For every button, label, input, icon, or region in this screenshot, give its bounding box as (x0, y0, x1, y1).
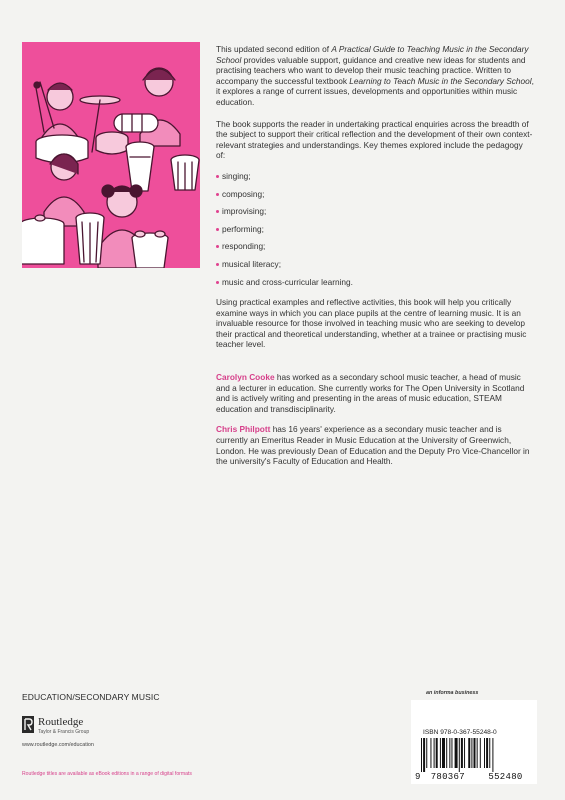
themes-paragraph: The book supports the reader in undertaking practical enquiries across the breadth of the subject to support their critical reflection and the development of their own context-relevant strategies and understandings. Key themes explored include the pedagogy of: (216, 118, 533, 161)
barcode-bar (436, 738, 438, 768)
barcode-digit-group: 780367 (430, 772, 465, 782)
bullet-dot-icon (216, 210, 219, 213)
author-bio-text: has 16 years' experience as a secondary music teacher and is currently an Emeritus Reader in Music Education at the University of Greenwich, London. He was previously Dean of Education and the Deputy Pro Vice-Chancellor in the university's Faculty of Education and Health. (216, 424, 530, 467)
barcode-bar (426, 738, 427, 768)
author-bio (216, 424, 534, 466)
barcode-icon (421, 738, 527, 772)
bullet-dot-icon (216, 175, 219, 178)
bullet-dot-icon (216, 263, 219, 266)
barcode-bar (486, 738, 488, 768)
author-name: Carolyn Cooke (216, 372, 275, 383)
intro-text-2: provides valuable support, guidance and creative new ideas for students and practising teachers who want to develop their music teaching practice. Written to accompany the successful textbook (216, 54, 526, 86)
barcode-bar (471, 738, 472, 768)
barcode-digit-group: 9 (415, 772, 421, 782)
children-drumming-illustration-icon (22, 42, 200, 268)
intro-title-italic: A Practical Guide to Teaching Music in the Secondary School (216, 44, 529, 65)
author-name: Chris Philpott (216, 424, 271, 435)
author-bio (216, 372, 534, 414)
barcode-bar (480, 738, 481, 768)
intro-text-1: This updated second edition of (216, 44, 332, 54)
companion-title-italic: Learning to Teach Music in the Secondary School (349, 75, 532, 86)
list-item: composing; (216, 189, 534, 200)
barcode-bar (455, 738, 458, 768)
informa-tagline: an informa business (426, 690, 479, 696)
list-item: singing; (216, 171, 534, 182)
subject-category: EDUCATION/SECONDARY MUSIC (22, 692, 160, 702)
themes-list (216, 171, 534, 287)
isbn: ISBN 978-0-367-55248-0 (423, 729, 497, 736)
description-column (216, 44, 534, 477)
barcode-bar (446, 738, 447, 768)
barcode-panel (411, 700, 537, 784)
barcode-bar (451, 738, 452, 768)
cover-illustration (22, 42, 200, 268)
barcode-bar (474, 738, 476, 768)
barcode-bar (421, 738, 422, 772)
author-bio-text: has worked as a secondary school music teacher, a head of music and a lecturer in education. She currently works for The Open University in Scotland and is actively writing and presenting in the areas of music education, STEAM education and transdisciplinarity. (216, 372, 525, 414)
list-item: improvising; (216, 206, 534, 217)
barcode-bar (489, 738, 490, 768)
author-bios (216, 372, 534, 467)
barcode-bar (464, 738, 465, 768)
publisher-group: Taylor & Francis Group (38, 729, 90, 735)
barcode-bar (477, 738, 478, 768)
list-item: performing; (216, 224, 534, 235)
practical-paragraph: Using practical examples and reflective activities, this book will help you critically examine ways in which you can place pupils at the centre of learning music. It is an invaluable resource for those involved in teaching music who are seeking to develop their practical and theoretical understanding, whether at a trainee or practising music teacher level. (216, 297, 527, 350)
bullet-dot-icon (216, 281, 219, 284)
bullet-dot-icon (216, 245, 219, 248)
barcode-bar (423, 738, 425, 772)
barcode-digit-group: 552480 (488, 772, 523, 782)
publisher-name: Routledge (38, 716, 84, 728)
barcode-bar (440, 738, 441, 768)
barcode-bar (461, 738, 463, 768)
barcode-bar (442, 738, 445, 768)
barcode-bar (492, 738, 493, 772)
list-item: music and cross-curricular learning. (216, 277, 534, 288)
list-item: responding; (216, 241, 534, 252)
barcode-bar (468, 738, 470, 768)
barcode-bar (449, 738, 450, 768)
barcode-digits (415, 772, 533, 782)
bullet-dot-icon (216, 193, 219, 196)
bullet-dot-icon (216, 228, 219, 231)
list-item: musical literacy; (216, 259, 534, 270)
barcode-bar (430, 738, 431, 768)
barcode-bar (459, 738, 460, 772)
barcode-bar (484, 738, 485, 768)
intro-paragraph (216, 44, 534, 108)
publisher-url[interactable]: www.routledge.com/education (22, 742, 94, 748)
barcode-bar (434, 738, 435, 768)
intro-text-3: , it explores a range of current issues, developments and opportunities within music education. (216, 75, 534, 107)
ebook-note: Routledge titles are available as eBook editions in a range of digital formats (22, 771, 192, 777)
routledge-logo-icon (22, 716, 34, 733)
